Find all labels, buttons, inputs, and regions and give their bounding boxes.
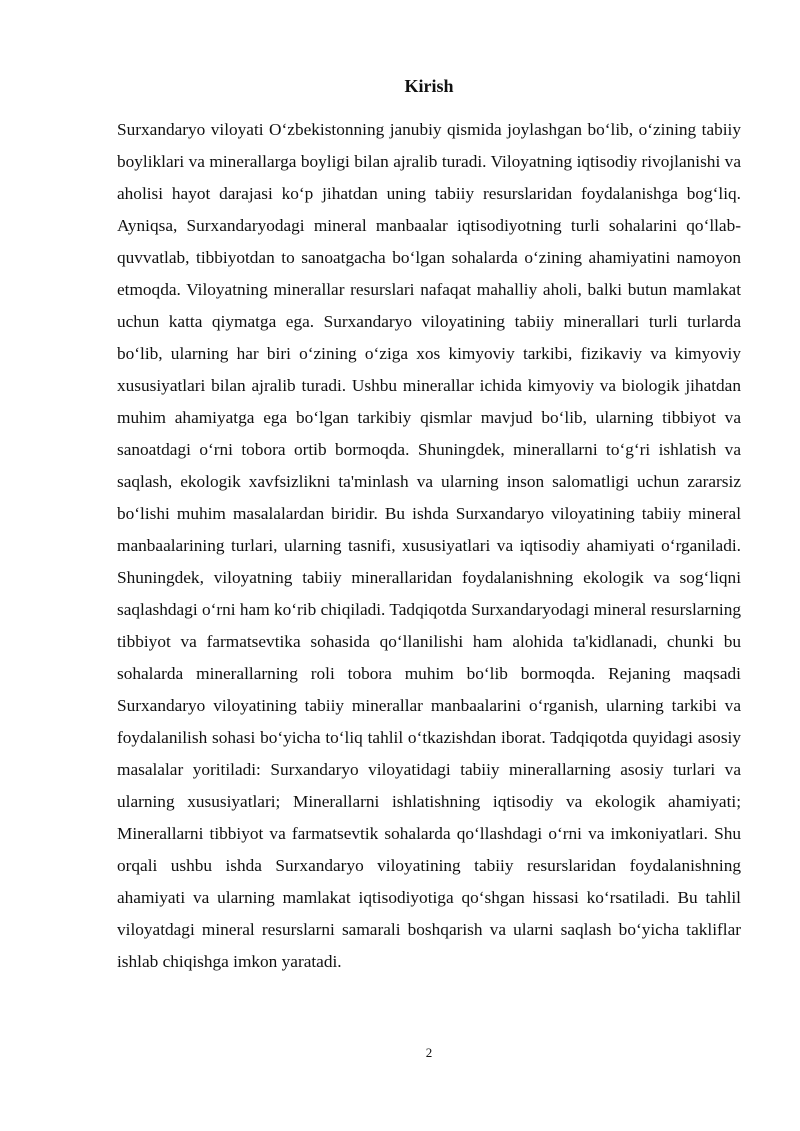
section-heading: Kirish <box>404 76 454 96</box>
body-paragraph: Surxandaryo viloyati O‘zbekistonning janubiy qismida joylashgan bo‘lib, o‘zining tabiiy boyliklari va minerallarga boyligi bilan ajralib turadi. Viloyatning iqtisodiy rivojlanishi va aholisi hayot darajasi ko‘p jihatdan uning tabiiy resurslaridan foydalanishga bog‘liq. Ayniqsa, Surxandaryodagi mineral manbaalar iqtisodiyotning turli sohalarini qo‘llab-quvvatlab, tibbiyotdan to sanoatgacha bo‘lgan sohalarda o‘zining ahamiyatini namoyon etmoqda. Viloyatning minerallar resurslari nafaqat mahalliy aholi, balki butun mamlakat uchun katta qiymatga ega. Surxandaryo viloyatining tabiiy minerallari turli turlarda bo‘lib, ularning har biri o‘zining o‘ziga xos kimyoviy tarkibi, fizikaviy va kimyoviy xususiyatlari bilan ajralib turadi. Ushbu minerallar ichida kimyoviy va biologik jihatdan muhim ahamiyatga ega bo‘lgan tarkibiy qismlar mavjud bo‘lib, ularning tibbiyot va sanoatdagi o‘rni tobora ortib bormoqda. Shuningdek, minerallarni to‘g‘ri ishlatish va saqlash, ekologik xavfsizlikni ta'minlash va ularning inson salomatligi uchun zararsiz bo‘lishi muhim masalalardan biridir. Bu ishda Surxandaryo viloyatining tabiiy mineral manbaalarining turlari, ularning tasnifi, xususiyatlari va iqtisodiy ahamiyati o‘rganiladi. Shuningdek, viloyatning tabiiy minerallaridan foydalanishning ekologik va sog‘liqni saqlashdagi o‘rni ham ko‘rib chiqiladi. Tadqiqotda Surxandaryodagi mineral resurslarning tibbiyot va farmatsevtika sohasida qo‘llanilishi ham alohida ta'kidlanadi, chunki bu sohalarda minerallarning roli tobora muhim bo‘lib bormoqda. Rejaning maqsadi Surxandaryo viloyatining tabiiy minerallar manbaalarini o‘rganish, ularning tarkibi va foydalanilish sohasi bo‘yicha to‘liq tahlil o‘tkazishdan iborat. Tadqiqotda quyidagi asosiy masalalar yoritiladi: Surxandaryo viloyatidagi tabiiy minerallarning asosiy turlari va ularning xususiyatlari; Minerallarni ishlatishning iqtisodiy va ekologik ahamiyati; Minerallarni tibbiyot va farmatsevtik sohalarda qo‘llashdagi o‘rni va imkoniyatlari. Shu orqali ushbu ishda Surxandaryo viloyatining tabiiy resurslaridan foydalanishning ahamiyati va ularning mamlakat iqtisodiyotiga qo‘shgan hissasi ko‘rsatiladi. Bu tahlil viloyatdagi mineral resurslarni samarali boshqarish va ularni saqlash bo‘yicha takliflar ishlab chiqishga imkon yaratadi. <box>117 120 741 971</box>
page-number: 2 <box>425 1045 433 1060</box>
